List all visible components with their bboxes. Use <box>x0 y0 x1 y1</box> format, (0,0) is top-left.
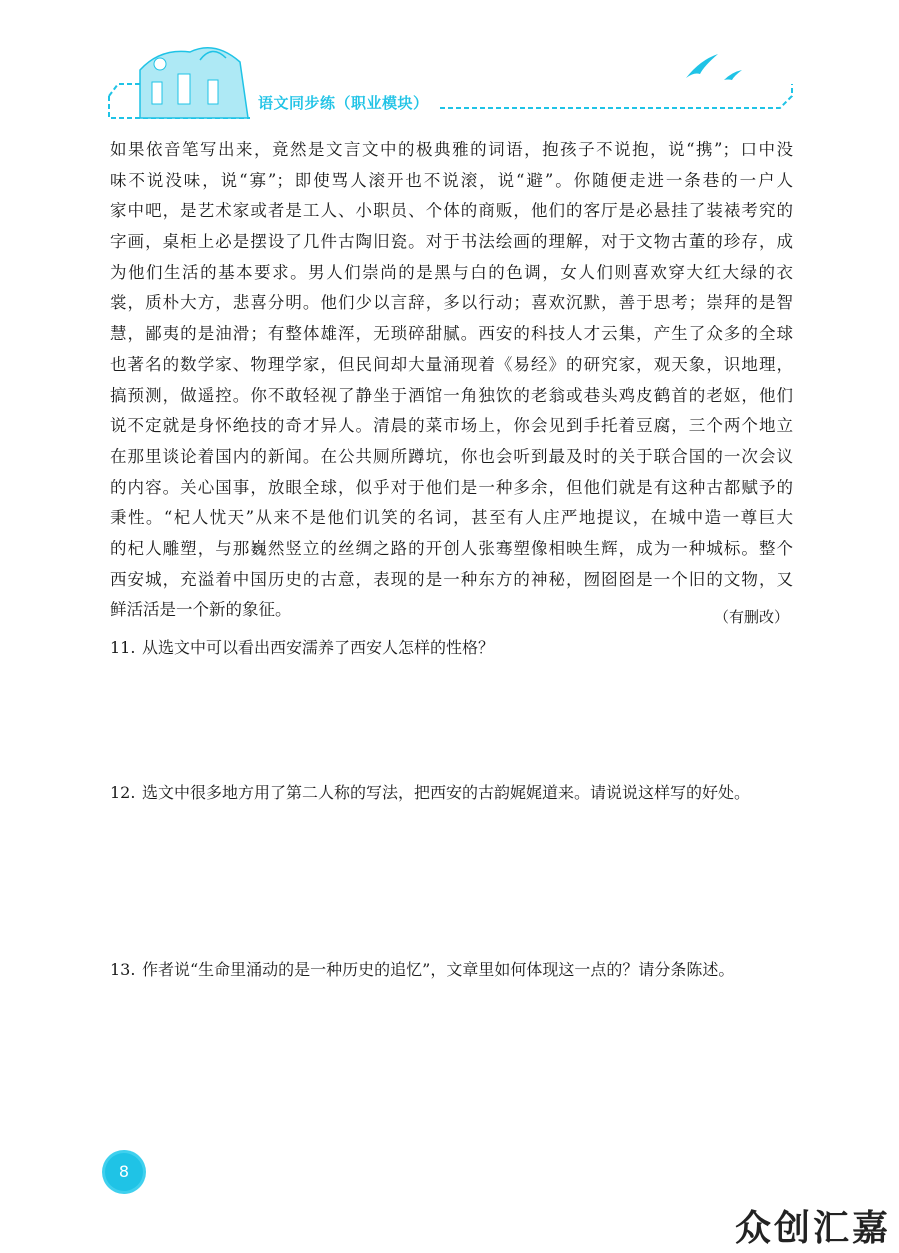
passage-line: 说不定就是身怀绝技的奇才异人。清晨的菜市场上，你会见到手托着豆腐，三个两个地立 <box>110 416 793 436</box>
question-number: 11. <box>110 638 136 657</box>
passage-line: 鲜活活是一个新的象征。 <box>110 600 292 620</box>
passage-line: 秉性。“杞人忧天”从来不是他们讥笑的名词，甚至有人庄严地提议，在城中造一尊巨大 <box>110 508 793 528</box>
passage-line: 在那里谈论着国内的新闻。在公共厕所蹲坑，你也会听到最及时的关于联合国的一次会议 <box>110 446 793 466</box>
passage-line: 味不说没味，说“寡”；即使骂人滚开也不说滚，说“避”。你随便走进一条巷的一户人 <box>110 170 793 190</box>
passage-line: 如果依音笔写出来，竟然是文言文中的极典雅的词语，抱孩子不说抱，说“携”；口中没 <box>110 140 793 159</box>
passage-line: 西安城，充溢着中国历史的古意，表现的是一种东方的神秘，囫囵囵是一个旧的文物，又 <box>110 569 793 589</box>
page-header <box>0 0 899 130</box>
passage-line: 的杞人雕塑，与那巍然竖立的丝绸之路的开创人张骞塑像相映生辉，成为一种城标。整个 <box>110 538 793 558</box>
question-13 <box>110 956 800 984</box>
question-text: 选文中很多地方用了第二人称的写法，把西安的古韵娓娓道来。请说说这样写的好处。 <box>142 783 751 802</box>
passage-line: 家中吧，是艺术家或者是工人、小职员、个体的商贩，他们的客厅是必悬挂了装裱考究的 <box>110 201 793 221</box>
header-decoration <box>0 0 899 130</box>
passage-line: 的内容。关心国事，放眼全球，似乎对于他们是一种多余，但他们就是有这种古都赋予的 <box>110 477 793 497</box>
page-number: 8 <box>118 1162 130 1181</box>
question-text: 作者说“生命里涌动的是一种历史的追忆”，文章里如何体现这一点的？请分条陈述。 <box>142 960 735 979</box>
passage-line: 也著名的数学家、物理学家，但民间却大量涌现着《易经》的研究家，观天象，识地理， <box>110 354 793 374</box>
question-number: 13. <box>110 960 136 979</box>
passage-line: 慧，鄙夷的是油滑；有整体雄浑，无琐碎甜腻。西安的科技人才云集，产生了众多的全球 <box>110 324 793 344</box>
question-number: 12. <box>110 783 136 802</box>
question-11 <box>110 634 800 662</box>
castle-illustration-icon <box>140 48 248 118</box>
reading-passage <box>110 135 793 626</box>
passage-line: 搞预测，做遥控。你不敢轻视了静坐于酒馆一角独饮的老翁或巷头鸡皮鹤首的老妪，他们 <box>110 385 793 405</box>
passage-line: 为他们生活的基本要求。男人们崇尚的是黑与白的色调，女人们则喜欢穿大红大绿的衣 <box>110 262 793 282</box>
page-number-badge <box>101 1149 147 1195</box>
question-text: 从选文中可以看出西安濡养了西安人怎样的性格？ <box>142 638 495 657</box>
question-12 <box>110 779 800 807</box>
passage-line: 字画，桌柜上必是摆设了几件古陶旧瓷。对于书法绘画的理解，对于文物古董的珍存，成 <box>110 232 793 252</box>
source-note: （有删改） <box>713 608 789 626</box>
book-title: 语文同步练（职业模块） <box>258 94 429 112</box>
watermark: 众创汇嘉 <box>734 1208 891 1249</box>
seagull-icon <box>686 54 742 80</box>
passage-line: 裳，质朴大方，悲喜分明。他们少以言辞，多以行动；喜欢沉默，善于思考；崇拜的是智 <box>110 293 793 313</box>
